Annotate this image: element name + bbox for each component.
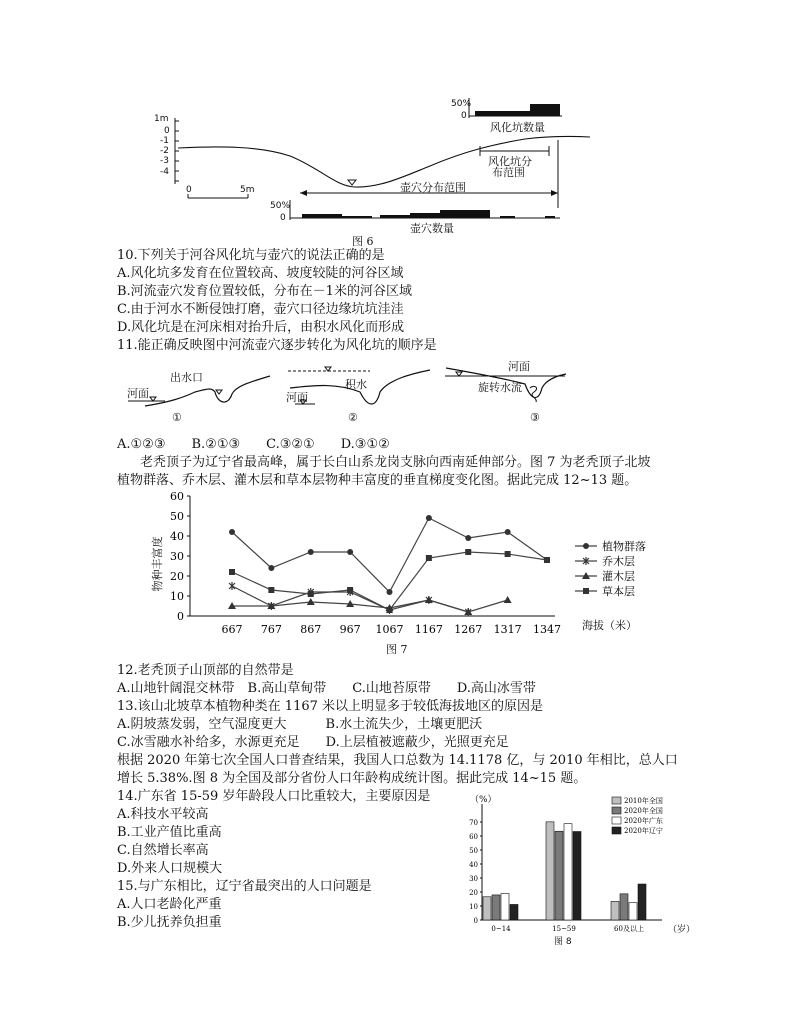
svg-text:0: 0 (186, 185, 192, 195)
q10-option-b: B.河流壶穴发育位置较低，分布在－1米的河谷区域 (117, 284, 412, 299)
passage1-line2: 植物群落、乔木层、灌木层和草本层物种丰富度的垂直梯度变化图。据此完成 12~13 题。 (117, 473, 638, 488)
fig6-ytick: -3 (160, 156, 169, 166)
fig8-bar (483, 897, 491, 920)
fig6-ytick: -4 (160, 167, 169, 177)
fig7-xtick-label: 867 (300, 623, 322, 636)
fig8-legend-swatch (612, 807, 621, 814)
q14-option-d: D.外来人口规模大 (117, 861, 223, 876)
svg-text:50%: 50% (451, 99, 472, 109)
fig7-point (505, 551, 511, 557)
fig8-bar (638, 884, 646, 920)
fig7-xtick-label: 667 (221, 623, 243, 636)
fig8-legend-label: 2010年全国 (624, 797, 663, 805)
fig7-point (307, 598, 315, 605)
svg-text:①: ① (172, 411, 182, 424)
fig7-point (387, 607, 393, 613)
svg-text:③: ③ (530, 411, 540, 424)
fig7-y-label: 物种丰富度 (151, 536, 164, 592)
q10-option-d: D.风化坑是在河床相对抬升后，由积水风化而形成 (117, 320, 405, 335)
passage1-line1: 老秃顶子为辽宁省最高峰，属于长白山系龙岗支脉向西南延伸部分。图 7 为老秃顶子北坡 (140, 455, 651, 470)
fig7-xtick-label: 1267 (454, 623, 483, 636)
fig8-bar (501, 894, 509, 920)
scale-bar (186, 185, 255, 198)
svg-text:风化坑分: 风化坑分 (488, 155, 532, 168)
fig8-bar (510, 904, 518, 920)
q13-options-cd: C.冰雪融水补给多，水源更充足 D.上层植被遮蔽少，光照更充足 (117, 735, 509, 750)
fig7-series-3 (229, 549, 635, 613)
fig8-legend-swatch (612, 827, 621, 834)
fig6-ytick: -2 (160, 146, 169, 156)
q15-option-b: B.少儿抚养负担重 (117, 915, 222, 930)
fig7-point (426, 555, 432, 561)
fig7-point (465, 535, 471, 541)
pothole-histogram (270, 200, 560, 235)
fig7-legend-marker (583, 588, 589, 594)
fig8-bar (555, 831, 563, 920)
fig8-legend-swatch (612, 817, 621, 824)
svg-text:风化坑数量: 风化坑数量 (490, 121, 545, 134)
fig7-xtick-label: 767 (260, 623, 282, 636)
fig7-point (229, 569, 235, 575)
q10-stem: 10.下列关于河谷风化坑与壶穴的说法正确的是 (117, 248, 385, 263)
figure-7 (150, 488, 670, 658)
q12-stem: 12.老秃顶子山顶部的自然带是 (117, 663, 294, 678)
q13-options-ab: A.阴坡蒸发弱，空气湿度更大 B.水土流失少，土壤更肥沃 (117, 717, 483, 732)
fig7-ytick-label: 60 (170, 490, 184, 503)
fig7-point (229, 529, 235, 535)
fig7-series-1 (229, 554, 635, 616)
fig7-ytick-label: 30 (170, 550, 184, 563)
fig7-point (426, 515, 432, 521)
fig8-ytick-label: 20 (469, 889, 478, 897)
fig7-legend-marker (583, 543, 589, 549)
weathering-pit-histogram (451, 98, 562, 134)
figure-6 (130, 96, 590, 246)
fig8-bar (564, 824, 572, 920)
fig8-unit: （%） (470, 795, 497, 805)
fig7-ytick-label: 50 (170, 510, 184, 523)
fig7-point (268, 565, 274, 571)
fig8-bar (492, 895, 500, 920)
fig7-xtick-label: 967 (339, 623, 361, 636)
q11-options: A.①②③ B.②①③ C.③②① D.③①② (117, 437, 390, 452)
fig8-legend-label: 2020年广东 (624, 817, 663, 825)
weathering-range-bracket (480, 146, 549, 179)
fig7-ytick-label: 0 (177, 610, 184, 623)
fig7-point (504, 596, 512, 603)
water-level-marker (348, 180, 356, 185)
fig7-ytick-label: 20 (170, 570, 184, 583)
q11-panel-1 (127, 370, 270, 424)
q14-option-c: C.自然增长率高 (117, 843, 209, 858)
q13-stem: 13.该山北坡草本植物种类在 1167 米以上明显多于较低海拔地区的原因是 (117, 699, 544, 714)
svg-text:河面: 河面 (508, 360, 530, 373)
fig7-point (544, 557, 550, 563)
passage2-line1: 根据 2020 年第七次全国人口普查结果，我国人口总数为 14.1178 亿，与 2010 年相比，总人口 (117, 753, 678, 768)
svg-text:5m: 5m (240, 185, 255, 195)
svg-text:旋转水流: 旋转水流 (478, 381, 522, 394)
fig8-ytick-label: 70 (469, 819, 478, 827)
fig8-ytick-label: 30 (469, 875, 478, 883)
fig7-point (347, 587, 353, 593)
fig7-point (268, 587, 274, 593)
q11-stem: 11.能正确反映图中河流壶穴逐步转化为风化坑的顺序是 (117, 338, 437, 353)
fig7-point (505, 529, 511, 535)
fig7-legend-label: 植物群落 (602, 540, 646, 553)
figure-8 (462, 790, 696, 950)
svg-text:壶穴分布范围: 壶穴分布范围 (400, 181, 466, 194)
q14-option-b: B.工业产值比重高 (117, 825, 222, 840)
svg-text:壶穴数量: 壶穴数量 (410, 222, 454, 235)
svg-text:积水: 积水 (345, 378, 367, 391)
fig7-legend-label: 草本层 (602, 585, 635, 598)
fig7-point (308, 591, 314, 597)
fig8-legend-swatch (612, 797, 621, 804)
fig8-ytick-label: 10 (469, 903, 478, 911)
q11-diagrams (120, 358, 570, 430)
svg-text:0: 0 (280, 213, 286, 223)
svg-text:河面: 河面 (286, 391, 308, 404)
svg-text:河面: 河面 (127, 387, 149, 400)
fig8-category-label: 60及以上 (614, 925, 644, 933)
q12-options: A.山地针阔混交林带 B.高山草甸带 C.山地苔原带 D.高山冰雪带 (117, 681, 536, 696)
svg-text:②: ② (348, 411, 358, 424)
q11-panel-2 (286, 367, 430, 424)
fig7-point (387, 589, 393, 595)
fig8-legend-label: 2020年辽宁 (624, 827, 663, 835)
passage2-line2: 增长 5.38%.图 8 为全国及部分省份人口年龄构成统计图。据此完成 14~15 题。 (117, 771, 587, 786)
fig7-series-line (232, 518, 547, 592)
q10-option-c: C.由于河水不断侵蚀打磨，壶穴口径边缘坑坑洼洼 (117, 302, 404, 317)
fig8-ytick-label: 60 (469, 833, 478, 841)
fig7-legend-label: 乔木层 (602, 555, 635, 568)
fig8-ytick-label: 40 (469, 861, 478, 869)
fig7-series-0 (229, 515, 646, 595)
q11-panel-3 (445, 360, 566, 424)
q10-option-a: A.风化坑多发育在位置较高、坡度较陡的河谷区域 (117, 266, 404, 281)
fig8-bar (629, 903, 637, 920)
fig7-xtick-label: 1347 (533, 623, 561, 636)
q14-stem: 14.广东省 15-59 岁年龄段人口比重较大，主要原因是 (117, 789, 431, 804)
svg-text:布范围: 布范围 (492, 166, 525, 179)
fig7-xtick-label: 1317 (493, 623, 522, 636)
fig7-ytick-label: 10 (170, 590, 184, 603)
fig7-point (229, 582, 235, 590)
fig7-series-line (232, 552, 547, 610)
fig6-ytick: 0 (164, 126, 170, 136)
fig7-point (347, 549, 353, 555)
fig7-xtick-label: 1167 (414, 623, 443, 636)
fig8-ytick-label: 0 (473, 917, 478, 925)
fig6-ytick: -1 (160, 136, 169, 146)
fig8-bar (546, 822, 554, 920)
svg-text:出水口: 出水口 (170, 371, 203, 384)
fig7-xtick-label: 1067 (375, 623, 404, 636)
fig8-x-unit: （岁） (668, 925, 696, 935)
q14-option-a: A.科技水平较高 (117, 807, 209, 822)
q15-option-a: A.人口老龄化严重 (117, 897, 222, 912)
q15-stem: 15.与广东相比，辽宁省最突出的人口问题是 (117, 879, 372, 894)
fig7-ytick-label: 40 (170, 530, 184, 543)
fig6-ytick: 1m (154, 114, 169, 124)
fig8-legend-label: 2020年全国 (624, 807, 663, 815)
fig7-caption: 图 7 (386, 643, 408, 656)
fig7-point (308, 549, 314, 555)
fig8-ytick-label: 50 (469, 847, 478, 855)
fig8-bar (573, 832, 581, 920)
fig8-category-label: 0~14 (491, 925, 511, 933)
svg-text:0: 0 (461, 111, 467, 121)
svg-text:50%: 50% (270, 201, 291, 211)
fig7-x-label: 海拔（米） (582, 619, 637, 632)
figure-6-caption: 图 6 (352, 235, 374, 248)
fig7-point (465, 549, 471, 555)
fig7-legend-label: 灌木层 (602, 570, 635, 583)
fig8-bar (620, 894, 628, 920)
fig8-bar (611, 901, 619, 920)
fig8-category-label: 15~59 (552, 925, 576, 933)
fig8-caption: 图 8 (554, 937, 572, 947)
